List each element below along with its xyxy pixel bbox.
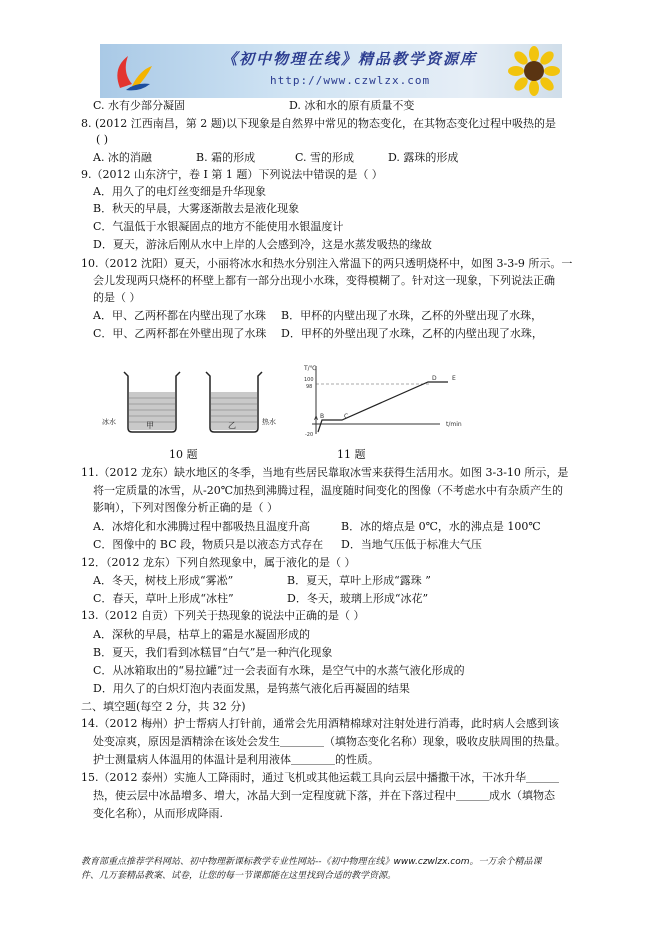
q10-option-b: B．甲杯的内壁出现了水珠，乙杯的外壁出现了水珠， bbox=[281, 309, 543, 322]
q8-stem: 8. (2012 江西南昌，第 2 题)以下现象是自然界中常见的物态变化，在其物态变化过程中吸热的是 bbox=[81, 117, 557, 130]
q10-stem-3: 的是（ ） bbox=[93, 291, 141, 304]
q9-option-d: D．夏天，游泳后刚从水中上岸的人会感到冷，这是水蒸发吸热的缘故 bbox=[93, 238, 432, 251]
sunflower-icon bbox=[508, 46, 560, 96]
q9-option-b: B．秋天的早晨，大雾逐渐散去是液化现象 bbox=[93, 202, 300, 215]
q14-stem: 14.（2012 梅州）护士帮病人打针前，通常会先用酒精棉球对注射处进行消毒，此时病人会感到该 bbox=[81, 717, 559, 730]
beaker-1-side-label: 冰水 bbox=[102, 418, 116, 426]
q10-stem: 10.（2012 沈阳）夏天，小丽将冰水和热水分别注入常温下的两只透明烧杯中，如图 3-3-9 所示。一 bbox=[81, 257, 573, 270]
tick-98: 98 bbox=[306, 384, 313, 390]
q15-stem: 15.（2012 泰州）实施人工降雨时，通过飞机或其他运载工具向云层中播撒干冰，干冰升华＿＿＿ bbox=[81, 771, 559, 784]
q12-option-a: A．冬天，树枝上形成“雾凇” bbox=[93, 574, 234, 587]
q13-stem: 13.（2012 自贡）下列关于热现象的说法中正确的是（ ） bbox=[81, 609, 365, 622]
page-footer bbox=[81, 855, 591, 883]
graph-ylabel: T/℃ bbox=[304, 365, 317, 372]
q8-option-d: D. 露珠的形成 bbox=[388, 151, 459, 164]
header-banner bbox=[100, 44, 562, 98]
q11-option-a: A．冰熔化和水沸腾过程中都吸热且温度升高 bbox=[93, 520, 310, 533]
point-e: E bbox=[452, 375, 456, 382]
point-a: A bbox=[314, 415, 319, 422]
q11-option-b: B．冰的熔点是 0℃，水的沸点是 100℃ bbox=[341, 520, 541, 533]
q12-option-c: C．春天，草叶上形成“冰柱” bbox=[93, 592, 234, 605]
q8-blank: ( ) bbox=[96, 133, 109, 146]
q10-stem-2: 会儿发现两只烧杯的杯壁上都有一部分出现小水珠，变得模糊了。针对这一现象，下列说法正确 bbox=[93, 274, 555, 287]
figures bbox=[100, 362, 480, 442]
beaker-1-label: 甲 bbox=[146, 421, 154, 430]
q12-option-d: D．冬天，玻璃上形成“冰花” bbox=[287, 592, 429, 605]
q9-stem: 9.（2012 山东济宁，卷 I 第 1 题）下列说法中错误的是（ ） bbox=[81, 168, 383, 181]
beaker-2-side-label: 热水 bbox=[262, 418, 276, 426]
q15-stem-3: 变化名称），从而形成降雨. bbox=[93, 807, 223, 820]
section-2-heading: 二、填空题(每空 2 分，共 32 分) bbox=[81, 700, 246, 713]
point-b: B bbox=[320, 413, 325, 420]
site-logo-icon bbox=[106, 48, 160, 94]
q11-stem: 11.（2012 龙东）缺水地区的冬季，当地有些居民靠取冰雪来获得生活用水。如图 3-3-10 所示，是 bbox=[81, 466, 569, 479]
graph-xlabel: t/min bbox=[446, 421, 462, 428]
tick-minus-20: -20 bbox=[305, 432, 314, 438]
caption-11: 11 题 bbox=[337, 448, 366, 461]
q8-option-b: B. 霜的形成 bbox=[196, 151, 256, 164]
beaker-2 bbox=[206, 372, 276, 432]
q11-option-c: C．图像中的 BC 段，物质只是以液态方式存在 bbox=[93, 538, 324, 551]
q9-option-c: C．气温低于水银凝固点的地方不能使用水银温度计 bbox=[93, 220, 344, 233]
footer-line-1: 教育部重点推荐学科网站、初中物理新课标教学专业性网站--《初中物理在线》www.czwlzx.com。一万余个精品课 bbox=[81, 857, 542, 867]
q13-option-b: B．夏天，我们看到冰糕冒“白气”是一种汽化现象 bbox=[93, 646, 333, 659]
q12-option-b: B．夏天，草叶上形成“露珠 ” bbox=[287, 574, 431, 587]
q13-option-c: C．从冰箱取出的“易拉罐”过一会表面有水珠，是空气中的水蒸气液化形成的 bbox=[93, 664, 465, 677]
q8-option-a: A. 冰的消融 bbox=[93, 151, 152, 164]
temperature-graph bbox=[303, 365, 462, 438]
q11-stem-2: 将一定质量的冰雪，从-20℃加热到沸腾过程，温度随时间变化的图像（不考虑水中有杂质产生的 bbox=[93, 484, 564, 497]
q15-stem-2: 热，使云层中冰晶增多、增大，冰晶大到一定程度就下落，并在下落过程中＿＿＿成水（填物态 bbox=[93, 789, 555, 802]
q11-option-d: D．当地气压低于标准大气压 bbox=[341, 538, 482, 551]
q14-stem-3: 护士测量病人体温用的体温计是利用液体＿＿＿＿的性质。 bbox=[93, 753, 379, 766]
caption-10: 10 题 bbox=[169, 448, 198, 461]
point-c: C bbox=[344, 413, 349, 420]
banner-url: http://www.czwlzx.com bbox=[270, 74, 431, 87]
q13-option-d: D．用久了的白炽灯泡内表面发黑，是钨蒸气液化后再凝固的结果 bbox=[93, 682, 410, 695]
tick-100: 100 bbox=[304, 377, 314, 383]
q7-option-c: C. 水有少部分凝固 bbox=[93, 99, 186, 112]
beaker-2-label: 乙 bbox=[228, 421, 236, 430]
q12-stem: 12．（2012 龙东）下列自然现象中，属于液化的是（ ） bbox=[81, 556, 356, 569]
q7-option-d: D. 冰和水的原有质量不变 bbox=[289, 99, 415, 112]
point-d: D bbox=[432, 375, 437, 382]
footer-line-2: 件、几万套精品教案、试卷，让您的每一节课都能在这里找到合适的教学资源。 bbox=[81, 871, 397, 881]
q8-option-c: C. 雪的形成 bbox=[295, 151, 355, 164]
q10-option-d: D．甲杯的外壁出现了水珠，乙杯的内壁出现了水珠， bbox=[281, 327, 543, 340]
q13-option-a: A．深秋的早晨，枯草上的霜是水凝固形成的 bbox=[93, 628, 310, 641]
q14-stem-2: 处变凉爽，原因是酒精涂在该处会发生＿＿＿＿（填物态变化名称）现象，吸收皮肤周围的热量。 bbox=[93, 735, 566, 748]
q10-option-a: A．甲、乙两杯都在内壁出现了水珠 bbox=[93, 309, 266, 322]
q10-option-c: C．甲、乙两杯都在外壁出现了水珠 bbox=[93, 327, 267, 340]
q9-option-a: A．用久了的电灯丝变细是升华现象 bbox=[93, 185, 266, 198]
beaker-1 bbox=[102, 372, 180, 432]
banner-title: 《初中物理在线》精品教学资源库 bbox=[222, 50, 478, 68]
q11-stem-3: 影响），下列对图像分析正确的是（ ） bbox=[93, 501, 278, 514]
